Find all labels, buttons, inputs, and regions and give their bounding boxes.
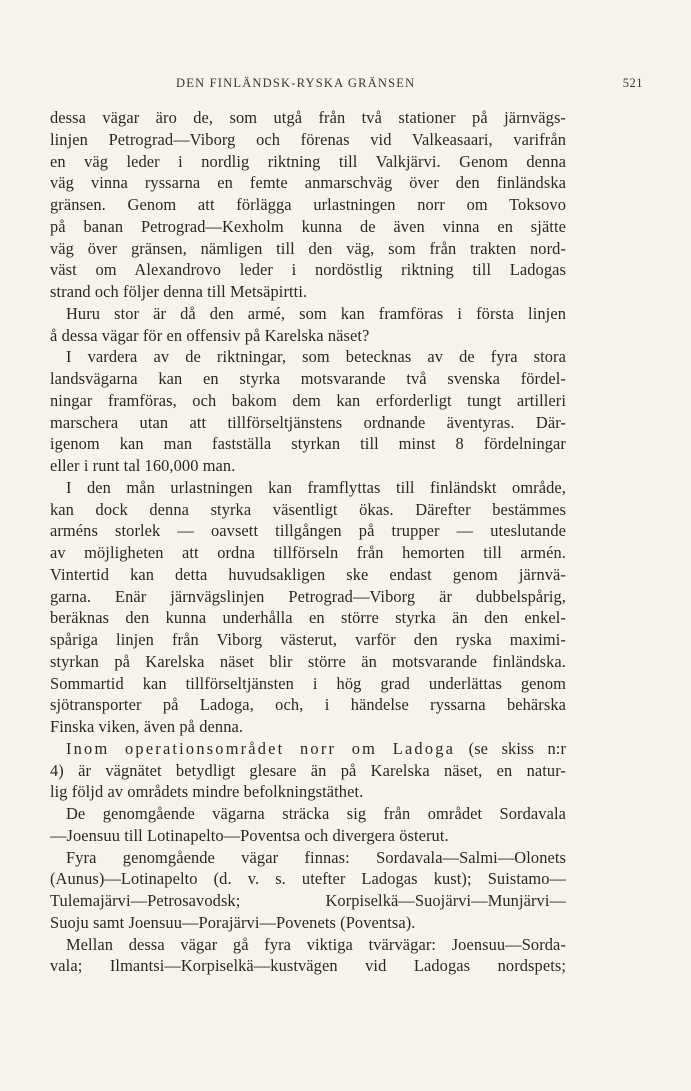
text-line: I den mån urlastningen kan framflyttas till finländskt område,	[66, 477, 566, 497]
text-line: marschera utan att tillförseltjänstens ordnande äventyras. Där-	[50, 412, 566, 432]
text-line: på banan Petrograd—Kexholm kunna de även vinna en sjätte	[50, 216, 566, 236]
text-line: linjen Petrograd—Viborg och förenas vid Valkeasaari, varifrån	[50, 129, 566, 149]
text-line: garna. Enär järnvägslinjen Petrograd—Viborg är dubbelspårig,	[50, 586, 566, 606]
text-line: sjötransporter på Ladoga, och, i händelse ryssarna behärska	[50, 695, 566, 715]
text-line: 4) är vägnätet betydligt glesare än på Karelska näset, en natur-	[50, 760, 566, 780]
text-line: styrkan på Karelska näset blir större än motsvarande finländska.	[50, 651, 566, 671]
text-line: av möjligheten att ordna tillförseln från hemorten till armén.	[50, 543, 566, 562]
text-line: gränsen. Genom att förlägga urlastningen norr om Toksovo	[50, 195, 566, 214]
text-line: —Joensuu till Lotinapelto—Poventsa och divergera österut.	[50, 825, 449, 845]
text-line: strand och följer denna till Metsäpirtti.	[50, 282, 308, 301]
page-number: 521	[622, 76, 643, 90]
text-line: å dessa vägar för en offensiv på Karelska näset?	[50, 325, 370, 345]
text-line: Tulemajärvi—Petrosavodsk; Korpiselkä—Suojärvi—Munjärvi—	[50, 891, 566, 910]
text-line: (Aunus)—Lotinapelto (d. v. s. utefter Ladogas kust); Suistamo—	[50, 869, 566, 889]
text-line: lig följd av områdets mindre befolkningstäthet.	[50, 782, 364, 802]
text-line: en väg leder i nordlig riktning till Valkjärvi. Genom denna	[50, 151, 566, 171]
text-line: I vardera av de riktningar, som betecknas av de fyra stora	[66, 347, 566, 367]
text-line: spåriga linjen från Viborg västerut, varför den ryska maximi-	[50, 630, 566, 649]
text-line: Fyra genomgående vägar finnas: Sordavala—Salmi—Olonets	[66, 847, 566, 867]
text-line: Mellan dessa vägar gå fyra viktiga tvärvägar: Joensuu—Sorda-	[66, 934, 566, 954]
text-line: Vintertid kan detta huvudsakligen ske endast genom järnvä-	[50, 564, 566, 584]
text-line: De genomgående vägarna sträcka sig från området Sordavala	[66, 804, 566, 823]
text-line: kan dock denna styrka väsentligt ökas. Därefter bestämmes	[50, 499, 566, 519]
text-line: Huru stor är då den armé, som kan framföras i första linjen	[66, 303, 566, 323]
text-line: arméns storlek — oavsett tillgången på trupper — uteslutande	[50, 521, 566, 541]
text-line: beräknas den kunna underhålla en större styrka än den enkel-	[50, 608, 566, 628]
text-line: landsvägarna kan en styrka motsvarande två svenska fördel-	[50, 369, 566, 388]
text-line: Sommartid kan tillförseltjänsten i hög grad underlättas genom	[50, 673, 566, 693]
text-line: dessa vägar äro de, som utgå från två stationer på järnvägs-	[50, 108, 566, 127]
running-head: DEN FINLÄNDSK-RYSKA GRÄNSEN	[176, 76, 416, 90]
body-text	[50, 107, 566, 977]
text-line: eller i runt tal 160,000 man.	[50, 456, 236, 475]
text-line: Finska viken, även på denna.	[50, 717, 244, 736]
text-line: vala; Ilmantsi—Korpiselkä—kustvägen vid Ladogas nordspets;	[50, 956, 566, 976]
text-line: Inom operationsområdet norr om Ladoga (se skiss n:r	[66, 738, 567, 758]
page-header	[50, 76, 643, 94]
text-line: väg över gränsen, nämligen till den väg, som från trakten nord-	[50, 238, 566, 258]
text-line: ningar framföras, och bakom dem kan erforderligt tungt artilleri	[50, 390, 566, 410]
text-line: igenom kan man fastställa styrkan till minst 8 fördelningar	[50, 434, 566, 454]
text-line: Suoju samt Joensuu—Porajärvi—Povenets (Poventsa).	[50, 912, 416, 932]
text-line: väst om Alexandrovo leder i nordöstlig riktning till Ladogas	[50, 260, 566, 280]
text-line: väg vinna ryssarna en femte anmarschväg över den finländska	[50, 173, 566, 193]
